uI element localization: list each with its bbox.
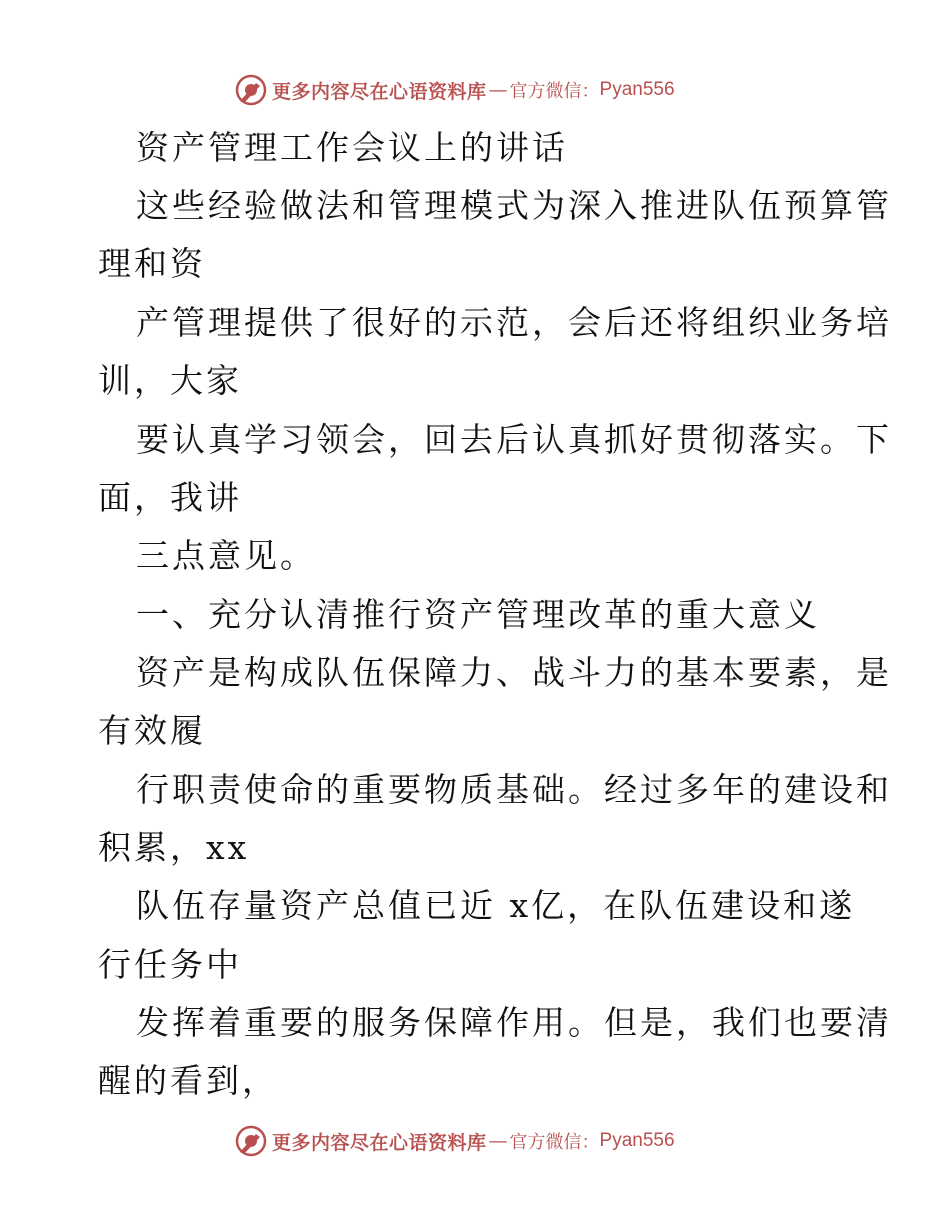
paragraph-line: 训，大家 xyxy=(98,361,242,400)
banner-separator: — xyxy=(488,79,508,101)
banner-wechat-label: 官方微信： xyxy=(509,81,600,102)
paragraph-line: 这些经验做法和管理模式为深入推进队伍预算管 xyxy=(136,186,892,225)
banner-separator: — xyxy=(488,1130,508,1152)
pen-logo-icon xyxy=(234,73,268,107)
banner-wechat-id: Pyan556 xyxy=(599,1130,675,1151)
banner-text: 更多内容尽在心语资料库 xyxy=(272,80,487,103)
footer-watermark-banner xyxy=(234,1123,675,1159)
pen-logo-icon xyxy=(234,1124,268,1158)
paragraph-line: 有效履 xyxy=(98,711,206,750)
paragraph-line: 理和资 xyxy=(98,244,206,283)
paragraph-line: 队伍存量资产总值已近 x亿，在队伍建设和遂 xyxy=(136,886,856,925)
paragraph-line: 要认真学习领会，回去后认真抓好贯彻落实。下 xyxy=(136,420,892,459)
paragraph-line: 资产是构成队伍保障力、战斗力的基本要素，是 xyxy=(136,653,892,692)
header-watermark-banner xyxy=(234,72,675,108)
paragraph-line: 产管理提供了很好的示范，会后还将组织业务培 xyxy=(136,303,892,342)
banner-wechat-label: 官方微信： xyxy=(509,1132,600,1153)
banner-text: 更多内容尽在心语资料库 xyxy=(272,1131,487,1154)
paragraph-line: 醒的看到， xyxy=(98,1061,278,1100)
paragraph-line: 行职责使命的重要物质基础。经过多年的建设和 xyxy=(136,770,892,809)
banner-wechat-id: Pyan556 xyxy=(599,79,675,100)
section-heading: 一、充分认清推行资产管理改革的重大意义 xyxy=(136,595,820,634)
paragraph-line: 行任务中 xyxy=(98,945,242,984)
paragraph-line: 三点意见。 xyxy=(136,536,316,575)
paragraph-line: 积累，xx xyxy=(98,828,250,867)
paragraph-line: 发挥着重要的服务保障作用。但是，我们也要清 xyxy=(136,1003,892,1042)
paragraph-line: 面，我讲 xyxy=(98,478,242,517)
document-title: 资产管理工作会议上的讲话 xyxy=(136,128,568,167)
